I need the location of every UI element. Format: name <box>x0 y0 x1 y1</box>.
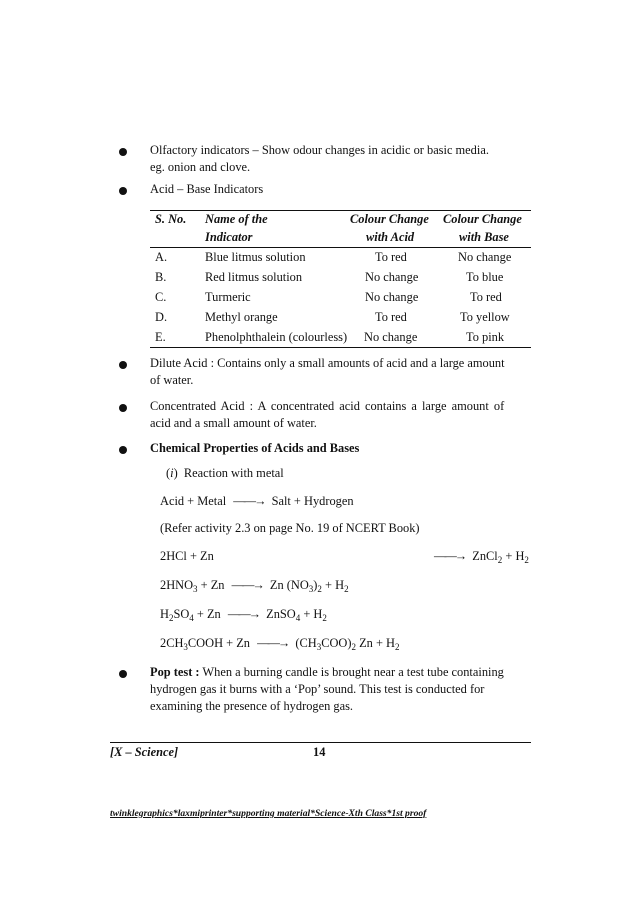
cell-indicator: Red litmus solution <box>205 270 303 284</box>
cell-sno: A. <box>155 250 168 264</box>
cell-sno: B. <box>155 270 167 284</box>
reaction-title: Reaction with metal <box>183 466 284 480</box>
concentrated-line-1: Concentrated Acid : A concentrated acid contains a large amount of <box>150 399 505 413</box>
header-base-line2: with Base <box>459 230 509 244</box>
cell-acid: To red <box>375 310 407 324</box>
header-base-line1: Colour Change <box>443 212 522 226</box>
cell-base: To yellow <box>460 310 510 324</box>
arrow-icon: ——→ <box>227 607 260 621</box>
cell-indicator: Blue litmus solution <box>205 250 306 264</box>
bullet-icon <box>119 187 127 195</box>
concentrated-acid-text <box>150 398 532 432</box>
ncert-reference: (Refer activity 2.3 on page No. 19 of NCERT Book) <box>160 521 420 535</box>
bullet-icon <box>119 148 127 156</box>
cell-acid: No change <box>365 290 419 304</box>
word-eq-left: Acid + Metal <box>160 494 227 508</box>
roman-numeral: i <box>170 466 174 480</box>
equation-h2so4: $H_2SO_4 + Zn$ ——→ ZnSO$_4$ + $H_2$ <box>160 607 327 623</box>
cell-base: To pink <box>466 330 505 344</box>
bullet-icon <box>119 404 127 412</box>
acid-base-heading: Acid – Base Indicators <box>150 182 264 196</box>
reaction-with-metal-heading: (i) Reaction with metal <box>166 466 284 480</box>
pop-test-line-1: When a burning candle is brought near a test tube containing <box>199 665 504 679</box>
arrow-icon: ——→ <box>257 636 289 650</box>
cell-indicator: Phenolphthalein (colourless) <box>205 330 348 344</box>
footer-rule <box>110 742 531 743</box>
dilute-acid-text <box>150 355 532 389</box>
cell-base: To blue <box>466 270 504 284</box>
proof-line: twinklegraphics*laxmiprinter*supporting material*Science-Xth Class*1st proof <box>110 808 427 819</box>
equation-hno3: $2HNO_3 + Zn$ ——→ Zn $(NO_3)_2 + H_2$ <box>160 578 349 594</box>
arrow-icon: ——→ <box>231 578 263 592</box>
olfactory-indicators-text <box>150 142 532 176</box>
concentrated-line-2: acid and a small amount of water. <box>150 416 317 430</box>
pop-test-label: Pop test : <box>150 665 200 679</box>
cell-acid: To red <box>375 250 407 264</box>
footer-subject: [X – Science] <box>110 745 179 759</box>
header-acid-line1: Colour Change <box>350 212 429 226</box>
olfactory-line-1: Olfactory indicators – Show odour changes in acidic or basic media. <box>150 143 489 157</box>
word-equation <box>160 494 354 509</box>
cell-acid: No change <box>364 330 418 344</box>
equation-hcl-right: ——→ ZnCl$_2$ + $H_2$ <box>434 549 529 565</box>
page-number: 14 <box>313 745 326 759</box>
header-name-line2: Indicator <box>205 230 253 244</box>
bullet-icon <box>119 446 127 454</box>
olfactory-line-2: eg. onion and clove. <box>150 160 251 174</box>
pop-test-line-2: hydrogen gas it burns with a ‘Pop’ sound. This test is conducted for <box>150 682 485 696</box>
arrow-icon: ——→ <box>233 494 265 508</box>
table-top-rule <box>150 210 531 211</box>
equation-hcl-left: 2HCl + Zn <box>160 549 214 563</box>
cell-base: No change <box>458 250 512 264</box>
bullet-icon <box>119 670 127 678</box>
header-acid-line2: with Acid <box>366 230 415 244</box>
table-bottom-rule <box>150 347 531 348</box>
pop-test-text <box>150 664 532 715</box>
cell-indicator: Turmeric <box>205 290 251 304</box>
table-header-rule <box>150 247 531 248</box>
dilute-line-1: Dilute Acid : Contains only a small amounts of acid and a large amount <box>150 356 505 370</box>
dilute-line-2: of water. <box>150 373 194 387</box>
cell-sno: E. <box>155 330 166 344</box>
equation-ch3cooh: $2CH_3COOH + Zn$ ——→ $(CH_3COO)_2$ $Zn + H_2$ <box>160 636 400 652</box>
pop-test-line-3: examining the presence of hydrogen gas. <box>150 699 353 713</box>
cell-sno: C. <box>155 290 167 304</box>
header-sno: S. No. <box>155 212 187 226</box>
header-name-line1: Name of the <box>205 212 268 226</box>
chemical-properties-heading: Chemical Properties of Acids and Bases <box>150 441 360 455</box>
arrow-icon: ——→ <box>434 549 466 563</box>
word-eq-right: Salt + Hydrogen <box>271 494 354 508</box>
bullet-icon <box>119 361 127 369</box>
cell-indicator: Methyl orange <box>205 310 278 324</box>
cell-acid: No change <box>365 270 419 284</box>
cell-sno: D. <box>155 310 168 324</box>
cell-base: To red <box>470 290 502 304</box>
